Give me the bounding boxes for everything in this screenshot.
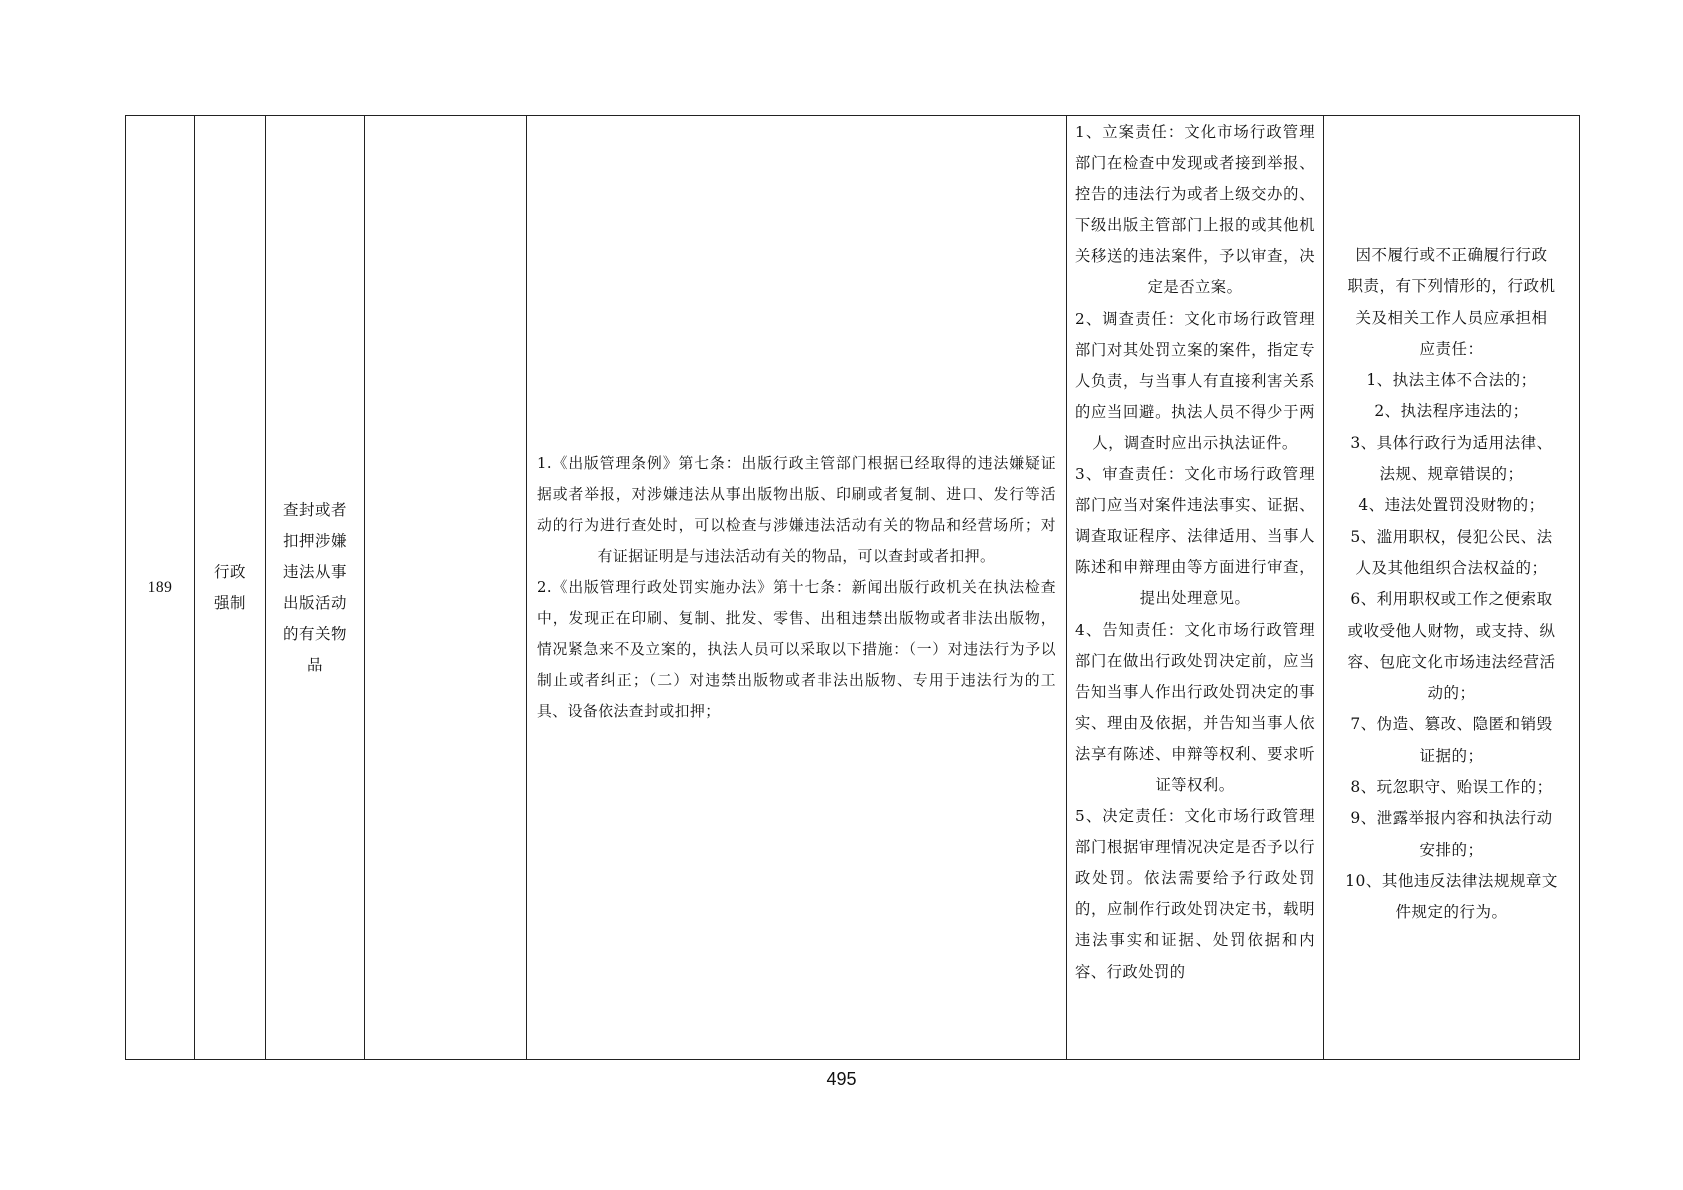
page-number: 495 — [826, 1069, 857, 1089]
accountability-line: 3、具体行政行为适用法律、 — [1350, 433, 1553, 452]
responsibility-paragraph: 4、告知责任：文化市场行政管理部门在做出行政处罚决定前，应当告知当事人作出行政处罚决定的事实、理由及依据，并告知当事人依法享有陈述、申辩等权利、要求听证等权利。 — [1075, 620, 1315, 794]
accountability-line: 安排的； — [1419, 840, 1484, 859]
accountability-line: 9、泄露举报内容和执法行动 — [1350, 809, 1553, 828]
power-item-line: 品 — [306, 655, 323, 674]
power-list-table — [125, 115, 1580, 1060]
accountability-line: 容、包庇文化市场违法经营活 — [1347, 652, 1556, 671]
power-item-line: 违法从事 — [282, 562, 347, 581]
accountability-line: 8、玩忽职守、贻误工作的； — [1350, 778, 1553, 797]
responsibility-cell — [1067, 116, 1324, 1060]
accountability-line: 1、执法主体不合法的； — [1366, 371, 1537, 390]
responsibility-paragraph: 2、调查责任：文化市场行政管理部门对其处罚立案的案件，指定专人负责，与当事人有直接利害关系的应当回避。执法人员不得少于两人，调查时应出示执法证件。 — [1075, 309, 1315, 452]
accountability-line: 2、执法程序违法的； — [1374, 402, 1529, 421]
accountability-line: 职责，有下列情形的，行政机 — [1347, 277, 1556, 296]
power-category-line: 行政 — [213, 562, 246, 581]
accountability-line: 关及相关工作人员应承担相 — [1355, 308, 1548, 327]
legal-basis-paragraph: 1.《出版管理条例》第七条：出版行政主管部门根据已经取得的违法嫌疑证据或者举报，对涉嫌违法从事出版物出版、印刷或者复制、进口、发行等活动的行为进行查处时，可以检查与涉嫌违法活动有关的物品和经营场所；对有证据证明是与违法活动有关的物品，可以查封或者扣押。 — [537, 455, 1056, 565]
accountability-line: 证据的； — [1419, 746, 1484, 765]
accountability-line: 动的； — [1427, 684, 1476, 703]
accountability-line: 7、伪造、篡改、隐匿和销毁 — [1350, 715, 1553, 734]
accountability-line: 人及其他组织合法权益的； — [1355, 558, 1548, 577]
accountability-line: 件规定的行为。 — [1395, 903, 1508, 922]
accountability-cell — [1324, 116, 1580, 1060]
sub-item-cell — [365, 116, 527, 1060]
responsibility-paragraph: 3、审查责任：文化市场行政管理部门应当对案件违法事实、证据、调查取证程序、法律适用、当事人陈述和申辩理由等方面进行审查，提出处理意见。 — [1075, 465, 1315, 608]
accountability-line: 因不履行或不正确履行行政 — [1355, 246, 1548, 264]
responsibility-paragraph: 5、决定责任：文化市场行政管理部门根据审理情况决定是否予以行政处罚。依法需要给予行政处罚的，应制作行政处罚决定书，载明违法事实和证据、处罚依据和内容、行政处罚的 — [1075, 807, 1315, 981]
legal-basis-paragraph: 2.《出版管理行政处罚实施办法》第十七条：新闻出版行政机关在执法检查中，发现正在印刷、复制、批发、零售、出租违禁出版物或者非法出版物，情况紧急来不及立案的，执法人员可以采取以下措施：（一）对违法行为予以制止或者纠正；（二）对违禁出版物或者非法出版物、专用于违法行为的工具、设备依法查封或扣押； — [537, 579, 1056, 720]
responsibility-paragraph: 1、立案责任：文化市场行政管理部门在检查中发现或者接到举报、控告的违法行为或者上级交办的、下级出版主管部门上报的或其他机关移送的违法案件，予以审查，决定是否立案。 — [1075, 123, 1315, 297]
accountability-line: 5、滥用职权，侵犯公民、法 — [1350, 527, 1553, 546]
accountability-content — [1330, 116, 1573, 929]
accountability-line: 或收受他人财物，或支持、纵 — [1347, 621, 1556, 640]
power-item-line: 出版活动 — [282, 593, 347, 612]
power-item-name-cell — [266, 116, 365, 1060]
accountability-line: 10、其他违反法律法规规章文 — [1345, 871, 1558, 890]
responsibility-content — [1075, 117, 1315, 1057]
legal-basis-cell — [527, 116, 1067, 1060]
accountability-line: 6、利用职权或工作之便索取 — [1350, 590, 1553, 609]
accountability-line: 应责任： — [1419, 339, 1484, 358]
sequence-number-cell — [126, 116, 195, 1060]
accountability-line: 4、违法处置罚没财物的； — [1358, 496, 1545, 515]
power-item-line: 查封或者 — [282, 500, 347, 519]
power-item-line: 扣押涉嫌 — [282, 531, 347, 550]
sequence-number: 189 — [147, 579, 173, 596]
table-row — [126, 116, 1580, 1060]
power-item-line: 的有关物 — [282, 624, 347, 643]
power-category-cell — [195, 116, 266, 1060]
power-category-line: 强制 — [213, 593, 246, 612]
accountability-line: 法规、规章错误的； — [1379, 465, 1524, 484]
